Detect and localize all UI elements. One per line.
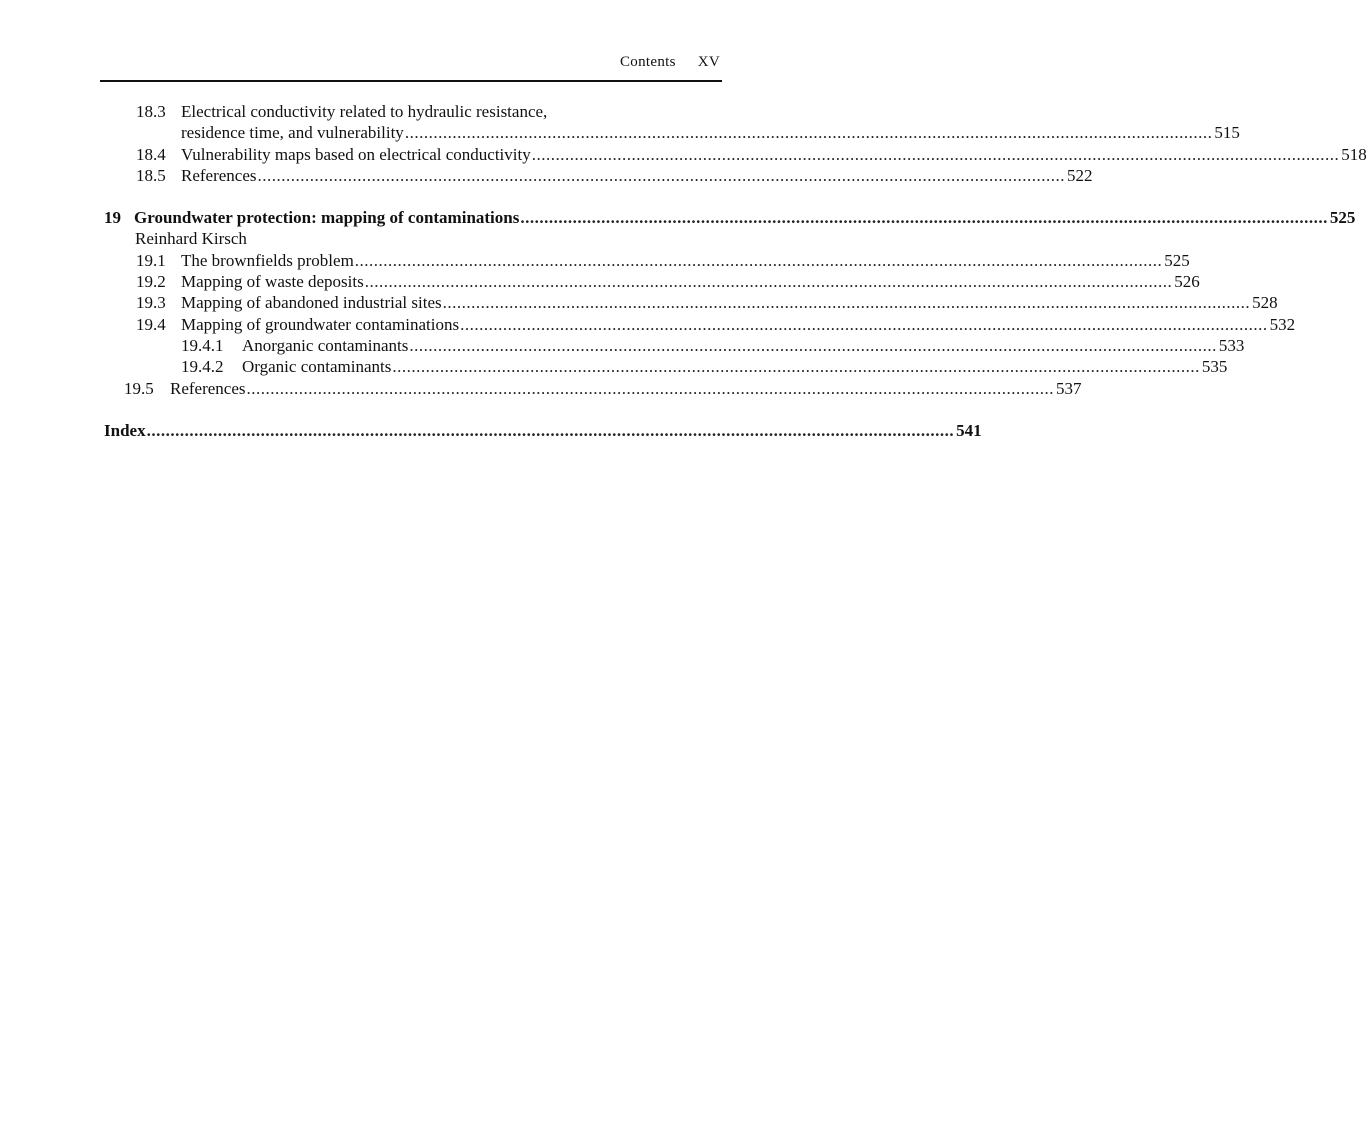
toc-entry-title: Organic contaminants <box>242 357 392 377</box>
dot-leader: .......................................................................................................................................................................... <box>404 123 1213 143</box>
dot-leader: .......................................................................................................................................................................... <box>364 272 1173 292</box>
toc-entry-page: 518 <box>1341 144 1367 164</box>
toc-entry-title: Mapping of waste deposits <box>181 272 364 292</box>
index-title: Index <box>104 420 146 440</box>
toc-entry-title: Electrical conductivity related to hydraulic resistance, <box>181 102 548 121</box>
toc-entry-number: 19.3 <box>136 293 166 313</box>
toc-entry-page: 532 <box>1269 314 1296 334</box>
dot-leader: .......................................................................................................................................................................... <box>257 165 1066 185</box>
toc-entry-19-2[interactable] <box>0 271 1200 292</box>
toc-entry-18-3-continuation[interactable] <box>0 122 1240 143</box>
chapter-author-line <box>0 228 816 249</box>
chapter-number: 19 <box>104 208 121 228</box>
section-gap <box>0 186 816 207</box>
toc-entry-19-4-1[interactable] <box>0 335 1245 356</box>
toc-entry-number: 19.4 <box>136 314 166 334</box>
dot-leader: .......................................................................................................................................................................... <box>520 208 1328 228</box>
toc-entry-19-4[interactable] <box>0 314 1296 335</box>
toc-entry-number: 18.5 <box>136 165 166 185</box>
toc-entry-title: References <box>170 378 246 398</box>
toc-entry-page: 522 <box>1067 165 1093 185</box>
toc-entry-title: Mapping of groundwater contaminations <box>181 314 460 334</box>
dot-leader: .......................................................................................................................................................................... <box>531 144 1340 164</box>
running-head <box>100 54 720 74</box>
running-head-page-numeral: XV <box>697 54 720 70</box>
dot-leader: .......................................................................................................................................................................... <box>392 357 1200 377</box>
toc-entry-19-1[interactable] <box>0 250 1190 271</box>
toc-entry-number: 19.2 <box>136 272 166 292</box>
toc-entry-page: 537 <box>1056 378 1082 398</box>
dot-leader: .......................................................................................................................................................................... <box>146 420 955 440</box>
toc-entry-title: Mapping of abandoned industrial sites <box>181 293 442 313</box>
toc-entry-page: 515 <box>1214 123 1240 143</box>
running-head-section: Contents <box>619 54 676 70</box>
toc-entry-19-5[interactable] <box>0 378 1082 399</box>
dot-leader: .......................................................................................................................................................................... <box>246 378 1055 398</box>
toc-entry-number: 18.3 <box>136 102 166 121</box>
toc-entry-19-4-2[interactable] <box>0 356 1228 377</box>
toc-entry-18-5[interactable] <box>0 165 1093 186</box>
toc-entry-19-3[interactable] <box>0 292 1278 313</box>
toc-entry-page: 528 <box>1252 293 1278 313</box>
toc-entry-page: 526 <box>1174 272 1200 292</box>
toc-entry-18-3[interactable] <box>0 101 816 122</box>
toc-entry-title: Vulnerability maps based on electrical conductivity <box>181 144 531 164</box>
toc-index[interactable] <box>0 420 982 441</box>
chapter-author: Reinhard Kirsch <box>135 229 247 249</box>
toc-entry-number: 19.5 <box>124 378 154 398</box>
toc-entry-page: 525 <box>1164 250 1190 270</box>
dot-leader: .......................................................................................................................................................................... <box>460 314 1268 334</box>
toc-entry-page: 535 <box>1201 357 1228 377</box>
dot-leader: .......................................................................................................................................................................... <box>354 250 1163 270</box>
toc-entry-number: 19.1 <box>136 250 166 270</box>
toc-entry-number: 19.4.2 <box>181 357 224 377</box>
section-gap <box>0 399 816 420</box>
toc-entry-number: 18.4 <box>136 144 166 164</box>
toc-entry-page: 533 <box>1218 335 1245 355</box>
toc-entry-title: Anorganic contaminants <box>242 335 409 355</box>
header-rule <box>100 80 722 82</box>
toc-entry-title: The brownfields problem <box>181 250 354 270</box>
table-of-contents <box>0 101 1367 441</box>
toc-entry-title: References <box>181 165 257 185</box>
dot-leader: .......................................................................................................................................................................... <box>442 293 1251 313</box>
chapter-title: Groundwater protection: mapping of contaminations <box>134 208 520 228</box>
dot-leader: .......................................................................................................................................................................... <box>409 335 1217 355</box>
chapter-page: 525 <box>1329 208 1356 228</box>
toc-entry-title-continued: residence time, and vulnerability <box>181 123 404 143</box>
toc-entry-18-4[interactable] <box>0 144 1367 165</box>
toc-chapter-19[interactable] <box>0 207 1356 228</box>
toc-entry-number: 19.4.1 <box>181 335 224 355</box>
index-page: 541 <box>956 420 982 440</box>
